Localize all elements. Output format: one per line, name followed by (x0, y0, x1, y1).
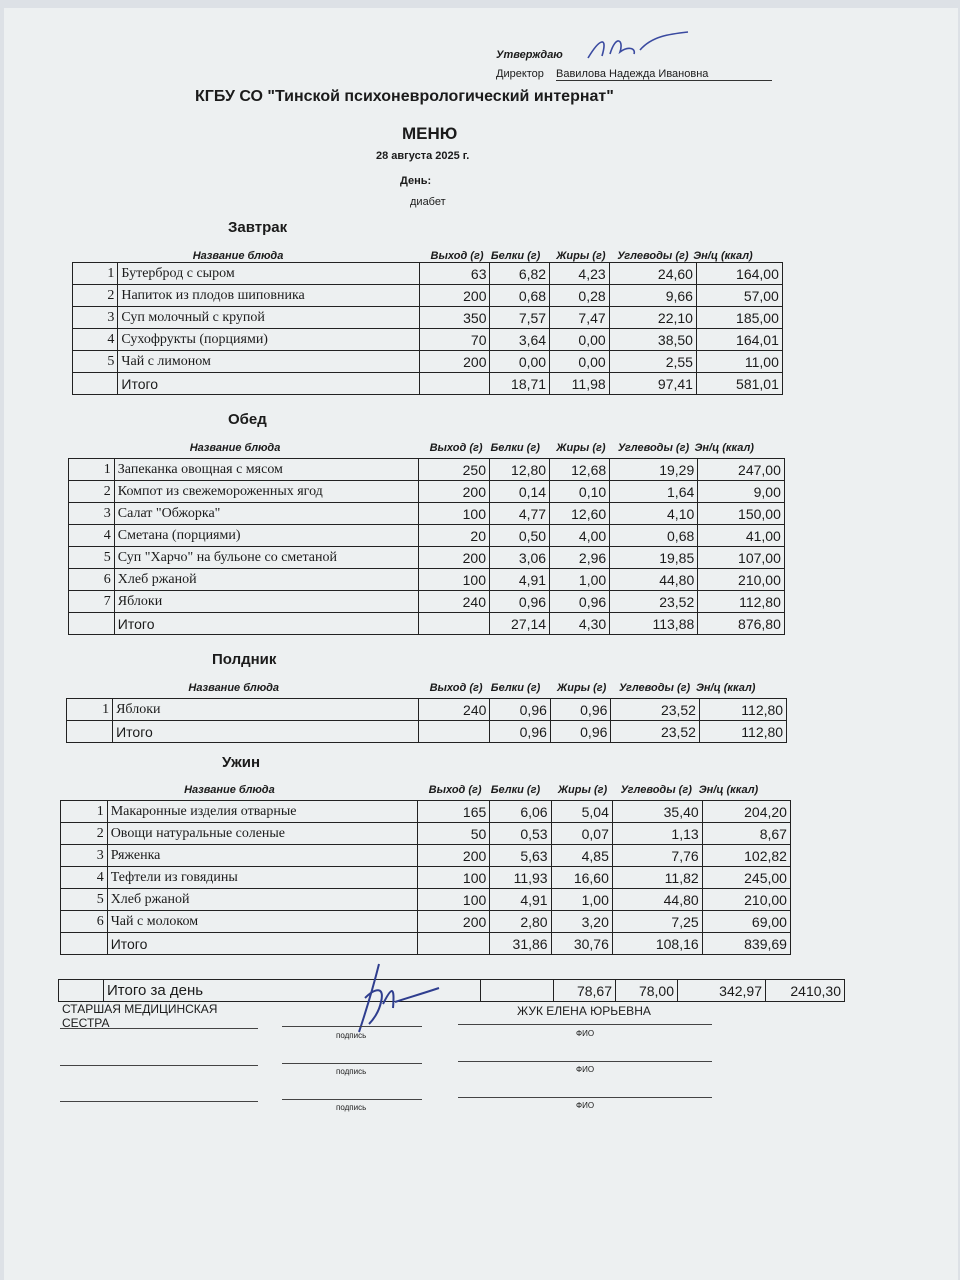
dish-energy: 69,00 (702, 911, 790, 933)
dish-fat: 3,20 (551, 911, 612, 933)
row-number: 1 (67, 699, 113, 721)
dish-carbs: 22,10 (609, 307, 696, 329)
dish-fat: 0,96 (550, 591, 610, 613)
dish-name: Овощи натуральные соленые (107, 823, 417, 845)
section-title: Ужин (222, 754, 261, 771)
dish-yield: 240 (419, 591, 490, 613)
menu-table (66, 698, 787, 743)
dish-carbs: 38,50 (609, 329, 696, 351)
table-row (69, 503, 785, 525)
dish-protein: 7,57 (490, 307, 550, 329)
total-fat: 30,76 (551, 933, 612, 955)
table-row (61, 911, 791, 933)
total-protein: 31,86 (490, 933, 551, 955)
dish-yield: 100 (417, 889, 489, 911)
day-total-carbs: 342,97 (678, 980, 766, 1002)
dish-yield: 200 (420, 351, 490, 373)
total-carbs: 108,16 (612, 933, 702, 955)
name-caption-3: ФИО (576, 1101, 595, 1110)
dish-energy: 11,00 (696, 351, 782, 373)
total-row (61, 933, 791, 955)
row-number: 2 (73, 285, 118, 307)
row-number: 1 (61, 801, 108, 823)
menu-date: 28 августа 2025 г. (376, 150, 470, 162)
total-label: Итого (114, 613, 418, 635)
dish-yield: 100 (419, 503, 490, 525)
dish-protein: 0,53 (490, 823, 551, 845)
dish-energy: 102,82 (702, 845, 790, 867)
dish-carbs: 1,13 (612, 823, 702, 845)
dish-carbs: 44,80 (612, 889, 702, 911)
dish-yield: 70 (420, 329, 490, 351)
table-row (73, 263, 783, 285)
table-row (69, 547, 785, 569)
director-signature (580, 28, 700, 68)
dish-yield: 200 (420, 285, 490, 307)
dish-fat: 0,07 (551, 823, 612, 845)
column-header-protein: Белки (г) (490, 250, 541, 262)
dish-name: Компот из свежемороженных ягод (114, 481, 418, 503)
dish-fat: 0,00 (550, 351, 610, 373)
dish-carbs: 35,40 (612, 801, 702, 823)
total-protein: 18,71 (490, 373, 550, 395)
signature-line-2 (282, 1063, 422, 1064)
dish-protein: 12,80 (489, 459, 549, 481)
table-row (61, 823, 791, 845)
dish-yield: 50 (417, 823, 489, 845)
day-total-fat: 78,00 (616, 980, 678, 1002)
dish-name: Запеканка овощная с мясом (114, 459, 418, 481)
dish-energy: 150,00 (698, 503, 785, 525)
dish-carbs: 2,55 (609, 351, 696, 373)
column-header-fat: Жиры (г) (557, 784, 608, 796)
table-row (69, 525, 785, 547)
section-title: Полдник (212, 651, 277, 668)
dish-fat: 12,68 (550, 459, 610, 481)
table-row (61, 801, 791, 823)
day-label: День: (400, 175, 432, 187)
signature-caption-2: подпись (336, 1067, 367, 1076)
director-label: Директор (496, 68, 544, 80)
dish-carbs: 11,82 (612, 867, 702, 889)
dish-protein: 6,06 (490, 801, 551, 823)
column-header-carbs: Углеводы (г) (620, 784, 692, 796)
dish-fat: 7,47 (550, 307, 610, 329)
nurse-name: ЖУК ЕЛЕНА ЮРЬЕВНА (517, 1004, 651, 1018)
dish-yield: 200 (419, 481, 490, 503)
dish-fat: 12,60 (550, 503, 610, 525)
dish-energy: 164,01 (696, 329, 782, 351)
day-total-energy: 2410,30 (766, 980, 845, 1002)
dish-yield: 100 (417, 867, 489, 889)
dish-fat: 0,28 (550, 285, 610, 307)
dish-fat: 5,04 (551, 801, 612, 823)
dish-yield: 350 (420, 307, 490, 329)
dish-energy: 112,80 (698, 591, 785, 613)
row-number: 3 (61, 845, 108, 867)
row-number: 1 (69, 459, 115, 481)
column-header-yield: Выход (г) (428, 784, 482, 796)
dish-yield: 200 (417, 845, 489, 867)
approve-label: Утверждаю (496, 49, 563, 61)
dish-carbs: 7,25 (612, 911, 702, 933)
dish-protein: 0,96 (490, 699, 551, 721)
dish-energy: 112,80 (699, 699, 786, 721)
menu-table (68, 458, 785, 635)
dish-name: Макаронные изделия отварные (107, 801, 417, 823)
table-row (61, 867, 791, 889)
signature-line-3 (282, 1099, 422, 1100)
total-energy: 112,80 (699, 721, 786, 743)
total-fat: 11,98 (550, 373, 610, 395)
table-row (73, 351, 783, 373)
total-row (73, 373, 783, 395)
dish-yield: 200 (419, 547, 490, 569)
dish-energy: 185,00 (696, 307, 782, 329)
name-caption-1: ФИО (576, 1029, 595, 1038)
column-header-carbs: Углеводы (г) (617, 442, 690, 454)
row-number: 6 (69, 569, 115, 591)
dish-fat: 1,00 (551, 889, 612, 911)
row-number: 5 (73, 351, 118, 373)
row-number: 3 (69, 503, 115, 525)
row-number: 5 (61, 889, 108, 911)
table-row (73, 307, 783, 329)
column-header-energy: Эн/ц (ккал) (696, 682, 756, 694)
dish-protein: 0,00 (490, 351, 550, 373)
total-label: Итого (113, 721, 419, 743)
dish-name: Чай с лимоном (118, 351, 420, 373)
column-header-protein: Белки (г) (490, 682, 541, 694)
column-header-energy: Эн/ц (ккал) (693, 250, 753, 262)
column-header-yield: Выход (г) (430, 250, 484, 262)
column-header-name: Название блюда (189, 442, 281, 454)
dish-fat: 4,85 (551, 845, 612, 867)
dish-carbs: 19,29 (610, 459, 698, 481)
column-header-fat: Жиры (г) (556, 442, 606, 454)
row-number: 6 (61, 911, 108, 933)
table-row (61, 845, 791, 867)
total-row (69, 613, 785, 635)
dish-name: Суп молочный с крупой (118, 307, 420, 329)
dish-protein: 4,91 (489, 569, 549, 591)
dish-carbs: 24,60 (609, 263, 696, 285)
dish-name: Суп "Харчо" на бульоне со сметаной (114, 547, 418, 569)
total-energy: 839,69 (702, 933, 790, 955)
dish-yield: 240 (419, 699, 490, 721)
dish-energy: 204,20 (702, 801, 790, 823)
row-number: 5 (69, 547, 115, 569)
column-header-name: Название блюда (188, 682, 280, 694)
column-header-fat: Жиры (г) (556, 250, 606, 262)
column-header-protein: Белки (г) (490, 784, 541, 796)
dish-protein: 3,06 (489, 547, 549, 569)
name-line-2 (458, 1061, 712, 1062)
dish-carbs: 9,66 (609, 285, 696, 307)
row-number: 1 (73, 263, 118, 285)
dish-carbs: 23,52 (611, 699, 700, 721)
row-number: 4 (73, 329, 118, 351)
total-row (67, 721, 787, 743)
column-header-yield: Выход (г) (429, 682, 483, 694)
menu-table (72, 262, 783, 395)
dish-carbs: 19,85 (610, 547, 698, 569)
dish-protein: 6,82 (490, 263, 550, 285)
dish-energy: 210,00 (698, 569, 785, 591)
total-carbs: 113,88 (610, 613, 698, 635)
dish-yield: 165 (417, 801, 489, 823)
dish-fat: 0,10 (550, 481, 610, 503)
dish-energy: 245,00 (702, 867, 790, 889)
total-carbs: 97,41 (609, 373, 696, 395)
dish-fat: 2,96 (550, 547, 610, 569)
dish-protein: 3,64 (490, 329, 550, 351)
dish-name: Хлеб ржаной (114, 569, 418, 591)
table-row (61, 889, 791, 911)
day-total-table (58, 979, 845, 1002)
dish-carbs: 1,64 (610, 481, 698, 503)
table-row (73, 285, 783, 307)
row-number: 2 (69, 481, 115, 503)
dish-name: Бутерброд с сыром (118, 263, 420, 285)
total-protein: 27,14 (489, 613, 549, 635)
dish-name: Салат "Обжорка" (114, 503, 418, 525)
dish-yield: 200 (417, 911, 489, 933)
dish-protein: 0,14 (489, 481, 549, 503)
dish-energy: 9,00 (698, 481, 785, 503)
dish-yield: 100 (419, 569, 490, 591)
dish-energy: 164,00 (696, 263, 782, 285)
dish-energy: 8,67 (702, 823, 790, 845)
dish-yield: 250 (419, 459, 490, 481)
total-label: Итого (118, 373, 420, 395)
name-line-3 (458, 1097, 712, 1098)
dish-fat: 1,00 (550, 569, 610, 591)
dish-name: Ряженка (107, 845, 417, 867)
position-line-2 (60, 1065, 258, 1066)
table-row (67, 699, 787, 721)
menu-title: МЕНЮ (402, 124, 458, 143)
column-header-energy: Эн/ц (ккал) (694, 442, 754, 454)
diet-type: диабет (410, 196, 446, 208)
position-line-1 (60, 1028, 258, 1029)
total-label: Итого (107, 933, 417, 955)
total-energy: 876,80 (698, 613, 785, 635)
row-number: 4 (69, 525, 115, 547)
name-caption-2: ФИО (576, 1065, 595, 1074)
dish-yield: 63 (420, 263, 490, 285)
document-page (4, 8, 958, 1280)
dish-protein: 4,77 (489, 503, 549, 525)
day-total-label: Итого за день (104, 980, 481, 1002)
row-number: 2 (61, 823, 108, 845)
dish-yield: 20 (419, 525, 490, 547)
dish-carbs: 4,10 (610, 503, 698, 525)
dish-name: Сметана (порциями) (114, 525, 418, 547)
dish-name: Яблоки (113, 699, 419, 721)
table-row (69, 459, 785, 481)
dish-protein: 4,91 (490, 889, 551, 911)
name-line-1 (458, 1024, 712, 1025)
column-header-protein: Белки (г) (490, 442, 540, 454)
table-row (69, 569, 785, 591)
dish-energy: 41,00 (698, 525, 785, 547)
dish-name: Тефтели из говядины (107, 867, 417, 889)
dish-name: Сухофрукты (порциями) (118, 329, 420, 351)
nurse-position: СТАРШАЯ МЕДИЦИНСКАЯ СЕСТРА (62, 1002, 218, 1030)
dish-protein: 0,96 (489, 591, 549, 613)
signature-caption-1: подпись (336, 1031, 367, 1040)
dish-name: Чай с молоком (107, 911, 417, 933)
signature-caption-3: подпись (336, 1103, 367, 1112)
dish-energy: 107,00 (698, 547, 785, 569)
dish-carbs: 23,52 (610, 591, 698, 613)
dish-name: Хлеб ржаной (107, 889, 417, 911)
total-fat: 0,96 (550, 721, 611, 743)
day-total-protein: 78,67 (554, 980, 616, 1002)
table-row (73, 329, 783, 351)
row-number: 7 (69, 591, 115, 613)
dish-fat: 0,00 (550, 329, 610, 351)
dish-carbs: 7,76 (612, 845, 702, 867)
total-carbs: 23,52 (611, 721, 700, 743)
dish-name: Яблоки (114, 591, 418, 613)
column-header-fat: Жиры (г) (557, 682, 607, 694)
total-energy: 581,01 (696, 373, 782, 395)
column-header-name: Название блюда (192, 250, 284, 262)
dish-name: Напиток из плодов шиповника (118, 285, 420, 307)
table-row (69, 591, 785, 613)
dish-protein: 5,63 (490, 845, 551, 867)
position-line-3 (60, 1101, 258, 1102)
dish-protein: 11,93 (490, 867, 551, 889)
column-header-carbs: Углеводы (г) (618, 682, 691, 694)
total-protein: 0,96 (490, 721, 551, 743)
dish-fat: 16,60 (551, 867, 612, 889)
column-header-energy: Эн/ц (ккал) (698, 784, 759, 796)
section-title: Завтрак (228, 219, 288, 236)
dish-carbs: 0,68 (610, 525, 698, 547)
director-name: Вавилова Надежда Ивановна (556, 68, 772, 81)
row-number: 3 (73, 307, 118, 329)
dish-energy: 57,00 (696, 285, 782, 307)
dish-energy: 210,00 (702, 889, 790, 911)
row-number: 4 (61, 867, 108, 889)
dish-fat: 4,23 (550, 263, 610, 285)
total-fat: 4,30 (550, 613, 610, 635)
dish-fat: 4,00 (550, 525, 610, 547)
dish-carbs: 44,80 (610, 569, 698, 591)
column-header-yield: Выход (г) (429, 442, 483, 454)
dish-protein: 0,68 (490, 285, 550, 307)
signature-line-1 (282, 1026, 422, 1027)
menu-table (60, 800, 791, 955)
column-header-name: Название блюда (184, 784, 275, 796)
section-title: Обед (228, 411, 267, 428)
dish-energy: 247,00 (698, 459, 785, 481)
dish-protein: 2,80 (490, 911, 551, 933)
organization-title: КГБУ СО "Тинской психоневрологический интернат" (195, 88, 614, 105)
column-header-carbs: Углеводы (г) (617, 250, 689, 262)
dish-fat: 0,96 (550, 699, 611, 721)
table-row (69, 481, 785, 503)
dish-protein: 0,50 (489, 525, 549, 547)
